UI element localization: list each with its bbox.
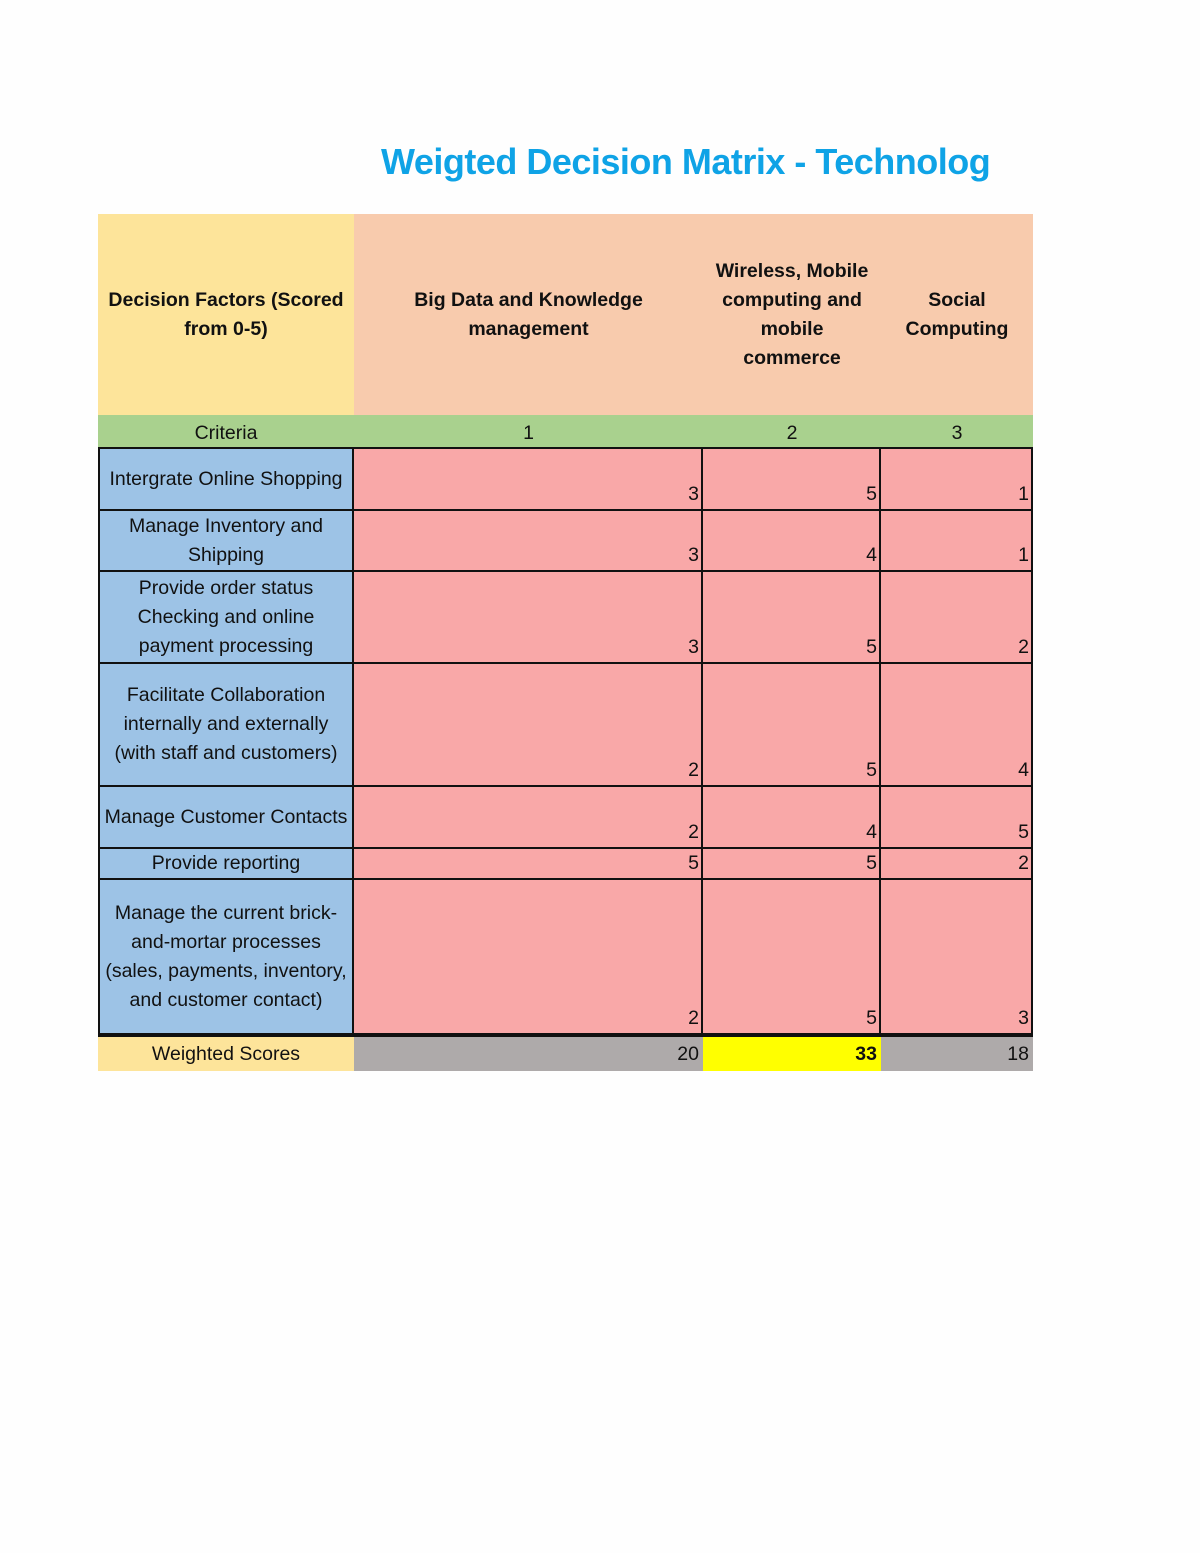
score-cell[interactable]: 2 — [352, 878, 703, 1037]
criteria-value-2[interactable]: 2 — [703, 415, 881, 447]
score-cell[interactable]: 5 — [352, 847, 703, 880]
score-cell[interactable]: 4 — [701, 509, 881, 572]
score-cell[interactable]: 1 — [879, 447, 1033, 511]
score-cell[interactable]: 3 — [352, 509, 703, 572]
header-option-3[interactable]: Social Computing — [881, 214, 1033, 415]
factor-cell[interactable]: Manage Inventory and Shipping — [98, 509, 354, 572]
score-cell[interactable]: 5 — [701, 847, 881, 880]
factor-cell[interactable]: Provide reporting — [98, 847, 354, 880]
score-cell[interactable]: 2 — [352, 785, 703, 849]
score-cell[interactable]: 4 — [879, 662, 1033, 787]
score-cell[interactable]: 5 — [701, 878, 881, 1037]
score-cell[interactable]: 3 — [879, 878, 1033, 1037]
header-row — [98, 214, 1033, 415]
score-cell[interactable]: 1 — [879, 509, 1033, 572]
score-cell[interactable]: 2 — [352, 662, 703, 787]
factor-cell[interactable]: Manage the current brick-and-mortar processes (sales, payments, inventory, and customer contact) — [98, 878, 354, 1037]
score-cell[interactable]: 3 — [352, 570, 703, 664]
table-row — [98, 511, 1033, 572]
factor-cell[interactable]: Provide order status Checking and online payment processing — [98, 570, 354, 664]
table-row — [98, 880, 1033, 1037]
criteria-label[interactable]: Criteria — [98, 415, 354, 447]
table-row — [98, 664, 1033, 787]
factor-cell[interactable]: Manage Customer Contacts — [98, 785, 354, 849]
score-cell[interactable]: 3 — [352, 447, 703, 511]
weighted-score-3[interactable]: 18 — [881, 1037, 1033, 1071]
decision-matrix-table — [98, 214, 1033, 1071]
header-option-2[interactable]: Wireless, Mobile computing and mobile commerce — [703, 214, 881, 415]
weighted-score-2-highlight[interactable]: 33 — [703, 1037, 881, 1071]
score-cell[interactable]: 5 — [879, 785, 1033, 849]
weighted-score-1[interactable]: 20 — [354, 1037, 703, 1071]
header-option-1[interactable]: Big Data and Knowledge management — [354, 214, 703, 415]
table-row — [98, 572, 1033, 664]
factor-cell[interactable]: Facilitate Collaboration internally and externally (with staff and customers) — [98, 662, 354, 787]
weighted-scores-row — [98, 1037, 1033, 1071]
score-cell[interactable]: 2 — [879, 570, 1033, 664]
score-cell[interactable]: 4 — [701, 785, 881, 849]
table-row — [98, 849, 1033, 880]
header-decision-factors[interactable]: Decision Factors (Scored from 0-5) — [98, 214, 354, 415]
score-cell[interactable]: 5 — [701, 570, 881, 664]
table-row — [98, 787, 1033, 849]
score-cell[interactable]: 5 — [701, 447, 881, 511]
weighted-scores-label[interactable]: Weighted Scores — [98, 1037, 354, 1071]
table-row — [98, 447, 1033, 511]
score-cell[interactable]: 2 — [879, 847, 1033, 880]
criteria-value-1[interactable]: 1 — [354, 415, 703, 447]
score-cell[interactable]: 5 — [701, 662, 881, 787]
criteria-value-3[interactable]: 3 — [881, 415, 1033, 447]
criteria-row — [98, 415, 1033, 447]
page-title: Weigted Decision Matrix - Technolog — [381, 141, 991, 182]
factor-cell[interactable]: Intergrate Online Shopping — [98, 447, 354, 511]
